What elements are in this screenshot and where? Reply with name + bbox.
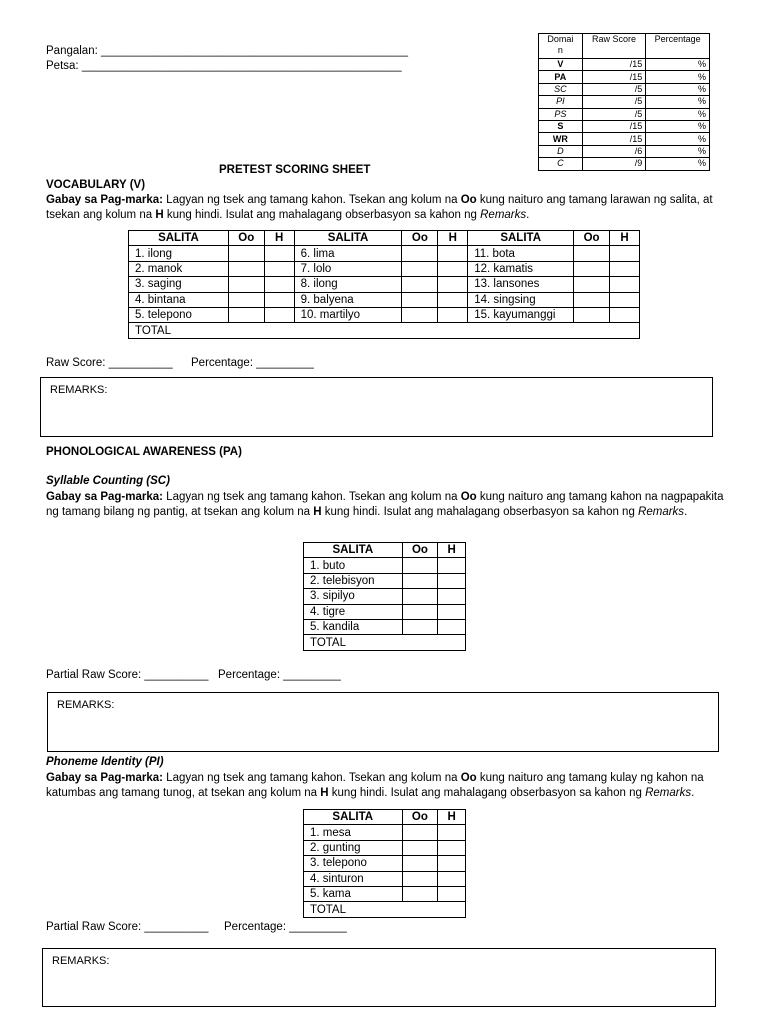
word-cell: 12. kamatis bbox=[468, 261, 574, 276]
h-checkbox-cell[interactable] bbox=[438, 604, 466, 619]
h-checkbox-cell[interactable] bbox=[438, 886, 466, 901]
raw-score-cell[interactable]: /15 bbox=[582, 71, 646, 83]
raw-score-cell[interactable]: /9 bbox=[582, 158, 646, 170]
oo-checkbox-cell[interactable] bbox=[228, 292, 264, 307]
table-row bbox=[129, 246, 640, 261]
syllable-heading: Syllable Counting (SC) bbox=[46, 475, 170, 487]
col-oo: Oo bbox=[574, 231, 610, 246]
remarks-label: REMARKS: bbox=[57, 699, 115, 711]
col-oo: Oo bbox=[402, 810, 438, 825]
raw-score-cell[interactable]: /5 bbox=[582, 83, 646, 95]
h-checkbox-cell[interactable] bbox=[438, 558, 466, 573]
name-label: Pangalan: bbox=[46, 45, 98, 57]
oo-checkbox-cell[interactable] bbox=[228, 307, 264, 322]
h-checkbox-cell[interactable] bbox=[438, 292, 468, 307]
col-salita: SALITA bbox=[468, 231, 574, 246]
oo-checkbox-cell[interactable] bbox=[402, 246, 438, 261]
col-oo: Oo bbox=[402, 543, 438, 558]
word-cell: 11. bota bbox=[468, 246, 574, 261]
raw-score-cell[interactable]: /5 bbox=[582, 108, 646, 120]
percentage-cell[interactable]: % bbox=[646, 108, 710, 120]
h-checkbox-cell[interactable] bbox=[264, 292, 294, 307]
word-cell: 2. telebisyon bbox=[304, 573, 403, 588]
oo-checkbox-cell[interactable] bbox=[574, 307, 610, 322]
h-checkbox-cell[interactable] bbox=[438, 825, 466, 840]
word-cell: 6. lima bbox=[294, 246, 402, 261]
page-title: PRETEST SCORING SHEET bbox=[219, 164, 371, 176]
col-salita: SALITA bbox=[304, 543, 403, 558]
name-line[interactable]: ________________________________________________ bbox=[101, 45, 408, 57]
total-row bbox=[304, 902, 466, 917]
table-row bbox=[129, 261, 640, 276]
phoneme-header-row bbox=[304, 810, 466, 825]
vocabulary-guide: Gabay sa Pag-marka: Lagyan ng tsek ang tamang kahon. Tsekan ang kolum na Oo kung naituro ang tamang larawan ng salita, at tsekan ang kolum na H kung hindi. Isulat ang mahalagang obserbasyon sa kahon ng Remarks. bbox=[46, 194, 713, 221]
syllable-table bbox=[303, 542, 466, 651]
raw-score-cell[interactable]: /15 bbox=[582, 133, 646, 145]
word-cell: 1. ilong bbox=[129, 246, 229, 261]
domain-row bbox=[539, 145, 710, 157]
oo-checkbox-cell[interactable] bbox=[402, 619, 438, 634]
domain-row bbox=[539, 108, 710, 120]
h-checkbox-cell[interactable] bbox=[610, 292, 640, 307]
raw-score-cell[interactable]: /15 bbox=[582, 120, 646, 132]
word-cell: 4. bintana bbox=[129, 292, 229, 307]
word-cell: 5. kandila bbox=[304, 619, 403, 634]
h-checkbox-cell[interactable] bbox=[610, 277, 640, 292]
word-cell: 8. ilong bbox=[294, 277, 402, 292]
table-row bbox=[304, 871, 466, 886]
h-checkbox-cell[interactable] bbox=[438, 246, 468, 261]
word-cell: 3. saging bbox=[129, 277, 229, 292]
percentage-cell[interactable]: % bbox=[646, 158, 710, 170]
word-cell: 15. kayumanggi bbox=[468, 307, 574, 322]
total-label: TOTAL bbox=[304, 902, 466, 917]
domain-row bbox=[539, 96, 710, 108]
h-checkbox-cell[interactable] bbox=[438, 277, 468, 292]
oo-checkbox-cell[interactable] bbox=[402, 261, 438, 276]
table-row bbox=[304, 619, 466, 634]
total-label: TOTAL bbox=[129, 323, 640, 338]
word-cell: 4. sinturon bbox=[304, 871, 403, 886]
table-row bbox=[304, 825, 466, 840]
vocabulary-header-row bbox=[129, 231, 640, 246]
percentage-col-header: Percentage bbox=[646, 34, 710, 59]
name-field[interactable] bbox=[46, 44, 408, 58]
oo-checkbox-cell[interactable] bbox=[402, 558, 438, 573]
oo-checkbox-cell[interactable] bbox=[402, 840, 438, 855]
oo-checkbox-cell[interactable] bbox=[402, 856, 438, 871]
table-row bbox=[304, 856, 466, 871]
table-row bbox=[129, 292, 640, 307]
oo-checkbox-cell[interactable] bbox=[402, 886, 438, 901]
syllable-header-row bbox=[304, 543, 466, 558]
domain-row bbox=[539, 59, 710, 71]
h-checkbox-cell[interactable] bbox=[438, 307, 468, 322]
oo-checkbox-cell[interactable] bbox=[228, 277, 264, 292]
domain-header-row bbox=[539, 34, 710, 59]
raw-score-cell[interactable]: /15 bbox=[582, 59, 646, 71]
h-checkbox-cell[interactable] bbox=[438, 871, 466, 886]
col-salita: SALITA bbox=[294, 231, 402, 246]
date-line[interactable]: __________________________________________________ bbox=[81, 60, 402, 72]
h-checkbox-cell[interactable] bbox=[610, 307, 640, 322]
oo-checkbox-cell[interactable] bbox=[402, 307, 438, 322]
h-checkbox-cell[interactable] bbox=[264, 246, 294, 261]
percentage-cell[interactable]: % bbox=[646, 71, 710, 83]
phonological-heading: PHONOLOGICAL AWARENESS (PA) bbox=[46, 446, 242, 458]
percentage-field[interactable]: Percentage: _________ bbox=[191, 357, 314, 369]
phoneme-heading: Phoneme Identity (PI) bbox=[46, 756, 164, 768]
col-oo: Oo bbox=[402, 231, 438, 246]
word-cell: 1. mesa bbox=[304, 825, 403, 840]
oo-checkbox-cell[interactable] bbox=[228, 246, 264, 261]
percentage-cell[interactable]: % bbox=[646, 133, 710, 145]
word-cell: 2. manok bbox=[129, 261, 229, 276]
table-row bbox=[304, 604, 466, 619]
phoneme-table bbox=[303, 809, 466, 918]
word-cell: 9. balyena bbox=[294, 292, 402, 307]
col-salita: SALITA bbox=[129, 231, 229, 246]
word-cell: 14. singsing bbox=[468, 292, 574, 307]
raw-score-cell[interactable]: /6 bbox=[582, 145, 646, 157]
col-h: H bbox=[438, 231, 468, 246]
remarks-box[interactable] bbox=[42, 948, 716, 1007]
domain-row bbox=[539, 71, 710, 83]
h-checkbox-cell[interactable] bbox=[264, 261, 294, 276]
percentage-cell[interactable]: % bbox=[646, 59, 710, 71]
oo-checkbox-cell[interactable] bbox=[402, 604, 438, 619]
table-row bbox=[304, 558, 466, 573]
domain-row bbox=[539, 83, 710, 95]
domain-code: PA bbox=[539, 71, 583, 83]
table-row bbox=[129, 277, 640, 292]
h-checkbox-cell[interactable] bbox=[610, 261, 640, 276]
partial-raw-score-field[interactable]: Partial Raw Score: __________ bbox=[46, 669, 209, 681]
domain-summary-table bbox=[538, 33, 710, 171]
h-checkbox-cell[interactable] bbox=[438, 619, 466, 634]
domain-code: PI bbox=[539, 96, 583, 108]
h-checkbox-cell[interactable] bbox=[438, 261, 468, 276]
domain-code: WR bbox=[539, 133, 583, 145]
oo-checkbox-cell[interactable] bbox=[574, 292, 610, 307]
oo-checkbox-cell[interactable] bbox=[402, 825, 438, 840]
table-row bbox=[304, 573, 466, 588]
raw-score-field[interactable]: Raw Score: __________ bbox=[46, 357, 173, 369]
percentage-cell[interactable]: % bbox=[646, 83, 710, 95]
h-checkbox-cell[interactable] bbox=[438, 573, 466, 588]
word-cell: 13. lansones bbox=[468, 277, 574, 292]
syllable-guide: Gabay sa Pag-marka: Lagyan ng tsek ang tamang kahon. Tsekan ang kolum na Oo kung naituro ang tamang kahon na nagpapakita ng tamang bilang ng pantig, at tsekan ang kolum na H kung hindi. Isulat ang mahalagang obserbasyon sa kahon ng Remarks. bbox=[46, 491, 724, 518]
domain-row bbox=[539, 158, 710, 170]
domain-code: S bbox=[539, 120, 583, 132]
h-checkbox-cell[interactable] bbox=[438, 840, 466, 855]
oo-checkbox-cell[interactable] bbox=[228, 261, 264, 276]
domain-code: C bbox=[539, 158, 583, 170]
date-label: Petsa: bbox=[46, 60, 79, 72]
total-row bbox=[129, 323, 640, 338]
percentage-cell[interactable]: % bbox=[646, 96, 710, 108]
h-checkbox-cell[interactable] bbox=[438, 589, 466, 604]
domain-row bbox=[539, 133, 710, 145]
raw-score-cell[interactable]: /5 bbox=[582, 96, 646, 108]
table-row bbox=[129, 307, 640, 322]
word-cell: 5. telepono bbox=[129, 307, 229, 322]
oo-checkbox-cell[interactable] bbox=[402, 871, 438, 886]
oo-checkbox-cell[interactable] bbox=[574, 246, 610, 261]
col-h: H bbox=[610, 231, 640, 246]
rawscore-col-header: Raw Score bbox=[582, 34, 646, 59]
col-oo: Oo bbox=[228, 231, 264, 246]
h-checkbox-cell[interactable] bbox=[264, 307, 294, 322]
domain-col-header: Domai n bbox=[539, 34, 583, 59]
domain-code: D bbox=[539, 145, 583, 157]
word-cell: 3. telepono bbox=[304, 856, 403, 871]
oo-checkbox-cell[interactable] bbox=[402, 292, 438, 307]
word-cell: 10. martilyo bbox=[294, 307, 402, 322]
domain-code: PS bbox=[539, 108, 583, 120]
remarks-box[interactable] bbox=[47, 692, 719, 752]
percentage-cell[interactable]: % bbox=[646, 145, 710, 157]
table-row bbox=[304, 589, 466, 604]
h-checkbox-cell[interactable] bbox=[610, 246, 640, 261]
percentage-field[interactable]: Percentage: _________ bbox=[218, 669, 341, 681]
vocabulary-table bbox=[128, 230, 640, 339]
word-cell: 4. tigre bbox=[304, 604, 403, 619]
h-checkbox-cell[interactable] bbox=[264, 277, 294, 292]
word-cell: 1. buto bbox=[304, 558, 403, 573]
word-cell: 2. gunting bbox=[304, 840, 403, 855]
total-label: TOTAL bbox=[304, 635, 466, 650]
oo-checkbox-cell[interactable] bbox=[402, 277, 438, 292]
word-cell: 5. kama bbox=[304, 886, 403, 901]
col-h: H bbox=[438, 543, 466, 558]
oo-checkbox-cell[interactable] bbox=[402, 589, 438, 604]
partial-raw-score-field[interactable]: Partial Raw Score: __________ bbox=[46, 921, 209, 933]
oo-checkbox-cell[interactable] bbox=[574, 277, 610, 292]
col-h: H bbox=[264, 231, 294, 246]
table-row bbox=[304, 840, 466, 855]
oo-checkbox-cell[interactable] bbox=[574, 261, 610, 276]
vocabulary-heading: VOCABULARY (V) bbox=[46, 179, 146, 191]
col-h: H bbox=[438, 810, 466, 825]
h-checkbox-cell[interactable] bbox=[438, 856, 466, 871]
date-field[interactable] bbox=[46, 59, 402, 73]
domain-row bbox=[539, 120, 710, 132]
domain-code: V bbox=[539, 59, 583, 71]
word-cell: 3. sipilyo bbox=[304, 589, 403, 604]
phoneme-guide: Gabay sa Pag-marka: Lagyan ng tsek ang tamang kahon. Tsekan ang kolum na Oo kung naituro ang tamang kulay ng kahon na katumbas ang tamang tunog, at tsekan ang kolum na H kung hindi. Isulat ang mahalagang obserbasyon sa kahon ng Remarks. bbox=[46, 772, 704, 799]
word-cell: 7. lolo bbox=[294, 261, 402, 276]
remarks-label: REMARKS: bbox=[50, 384, 108, 396]
oo-checkbox-cell[interactable] bbox=[402, 573, 438, 588]
remarks-label: REMARKS: bbox=[52, 955, 110, 967]
total-row bbox=[304, 635, 466, 650]
col-salita: SALITA bbox=[304, 810, 403, 825]
percentage-field[interactable]: Percentage: _________ bbox=[224, 921, 347, 933]
remarks-box[interactable] bbox=[40, 377, 713, 437]
percentage-cell[interactable]: % bbox=[646, 120, 710, 132]
table-row bbox=[304, 886, 466, 901]
domain-code: SC bbox=[539, 83, 583, 95]
